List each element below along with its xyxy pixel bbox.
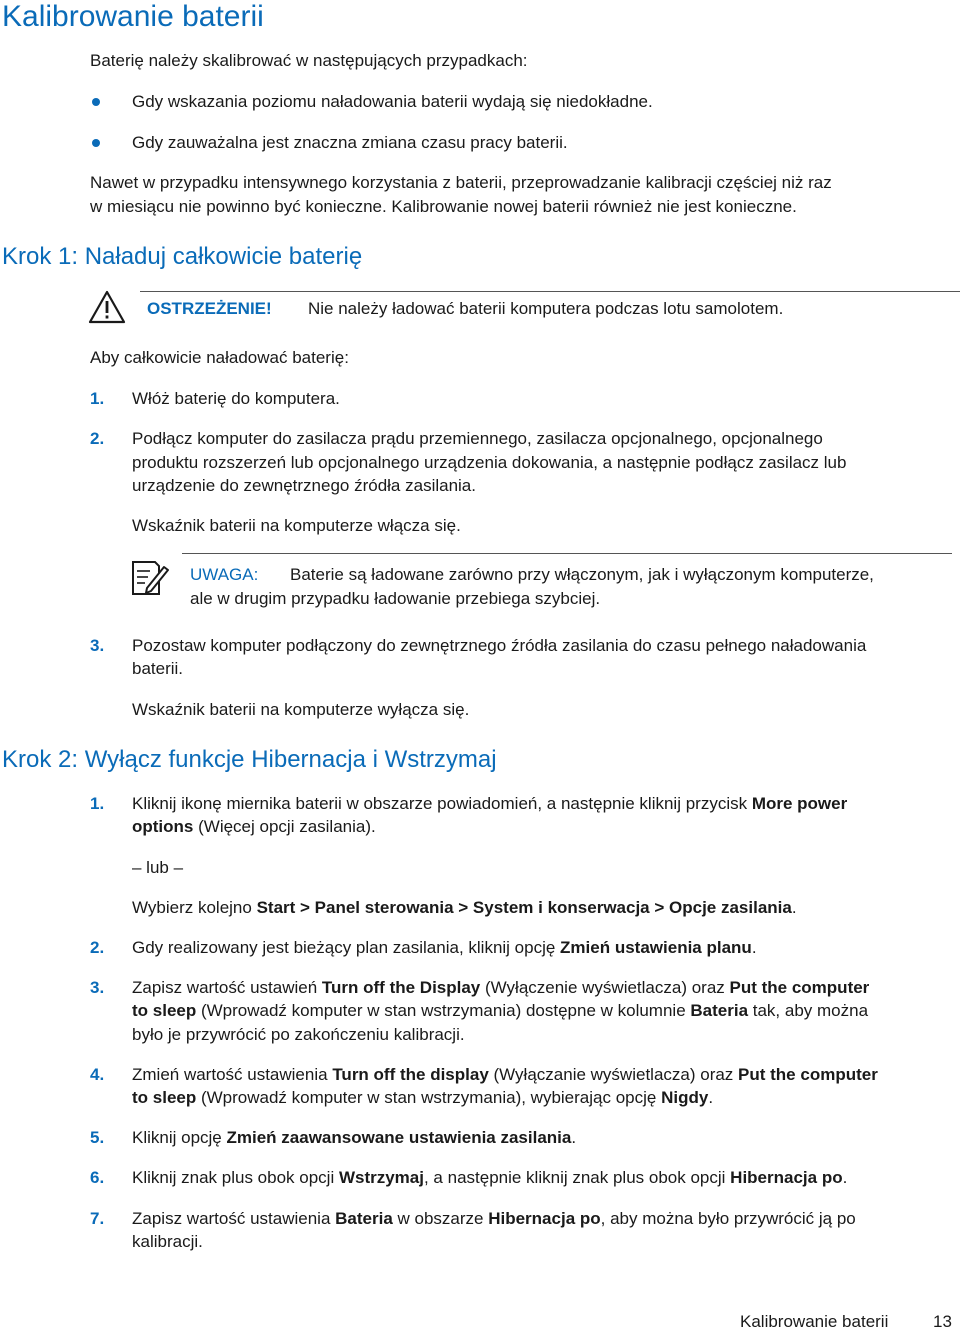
bullet-dot xyxy=(92,98,100,106)
list-number: 3. xyxy=(90,636,105,655)
list-number: 5. xyxy=(90,1128,105,1147)
list-item-line: baterii. xyxy=(132,659,184,678)
bullet-item: Gdy zauważalna jest znaczna zmiana czasu pracy baterii. xyxy=(132,133,568,152)
list-item-sub: Wskaźnik baterii na komputerze włącza się. xyxy=(132,516,461,535)
list-item-line: kalibracji. xyxy=(132,1232,203,1251)
bullet-item: Gdy wskazania poziomu naładowania baterii wydają się niedokładne. xyxy=(132,92,653,111)
intro-text: Baterię należy skalibrować w następujących przypadkach: xyxy=(90,51,528,70)
list-item-line: to sleep (Wprowadź komputer w stan wstrzymania), wybierając opcję Nigdy. xyxy=(132,1088,714,1107)
list-item-line: options (Więcej opcji zasilania). xyxy=(132,817,376,836)
list-item-line: Podłącz komputer do zasilacza prądu przemiennego, zasilacza opcjonalnego, opcjonalnego xyxy=(132,429,823,448)
list-number: 1. xyxy=(90,794,105,813)
list-item-line: Pozostaw komputer podłączony do zewnętrznego źródła zasilania do czasu pełnego naładowania xyxy=(132,636,867,655)
warning-triangle-icon xyxy=(88,290,126,324)
footer-section-title: Kalibrowanie baterii xyxy=(740,1312,889,1331)
list-number: 6. xyxy=(90,1168,105,1187)
note-text-line: Baterie są ładowane zarówno przy włączonym, jak i wyłączonym komputerze, xyxy=(290,565,874,584)
list-item-line: Zapisz wartość ustawienia Bateria w obszarze Hibernacja po, aby można było przywrócić ją po xyxy=(132,1209,856,1228)
list-item: Włóż baterię do komputera. xyxy=(132,389,340,408)
section-heading-step2: Krok 2: Wyłącz funkcje Hibernacja i Wstrzymaj xyxy=(2,746,497,773)
bullet-dot xyxy=(92,139,100,147)
list-number: 7. xyxy=(90,1209,105,1228)
list-item-line: Kliknij opcję Zmień zaawansowane ustawienia zasilania. xyxy=(132,1128,577,1147)
page-title: Kalibrowanie baterii xyxy=(2,0,264,33)
list-item-line: urządzenie do zewnętrznego źródła zasilania. xyxy=(132,476,476,495)
list-number: 2. xyxy=(90,938,105,957)
note-rule xyxy=(182,553,952,554)
note-pencil-icon xyxy=(130,558,170,598)
list-item-line: Kliknij ikonę miernika baterii w obszarze powiadomień, a następnie kliknij przycisk More power xyxy=(132,794,848,813)
list-item-line: Gdy realizowany jest bieżący plan zasilania, kliknij opcję Zmień ustawienia planu. xyxy=(132,938,757,957)
warning-rule xyxy=(140,291,960,292)
warning-label: OSTRZEŻENIE! xyxy=(147,299,272,318)
list-number: 1. xyxy=(90,389,105,408)
note-label: UWAGA: xyxy=(190,565,259,584)
list-item-line: Kliknij znak plus obok opcji Wstrzymaj, a następnie kliknij znak plus obok opcji Hibernacja po. xyxy=(132,1168,848,1187)
footer-page-number: 13 xyxy=(933,1312,952,1331)
paragraph-line: Nawet w przypadku intensywnego korzystania z baterii, przeprowadzanie kalibracji częściej niż raz xyxy=(90,173,832,192)
list-number: 3. xyxy=(90,978,105,997)
list-item-line: to sleep (Wprowadź komputer w stan wstrzymania) dostępne w kolumnie Bateria tak, aby można xyxy=(132,1001,869,1020)
paragraph-line: w miesiącu nie powinno być konieczne. Kalibrowanie nowej baterii również nie jest konieczne. xyxy=(90,197,797,216)
alt-instruction: Wybierz kolejno Start > Panel sterowania > System i konserwacja > Opcje zasilania. xyxy=(132,898,797,917)
section-heading-step1: Krok 1: Naładuj całkowicie baterię xyxy=(2,243,363,270)
list-item-line: było je przywrócić po zakończeniu kalibracji. xyxy=(132,1025,465,1044)
list-number: 2. xyxy=(90,429,105,448)
step1-lead: Aby całkowicie naładować baterię: xyxy=(90,348,349,367)
note-text-line: ale w drugim przypadku ładowanie przebiega szybciej. xyxy=(190,589,601,608)
warning-text: Nie należy ładować baterii komputera podczas lotu samolotem. xyxy=(308,299,784,318)
or-separator: – lub – xyxy=(132,858,184,877)
list-item-sub: Wskaźnik baterii na komputerze wyłącza się. xyxy=(132,700,470,719)
list-number: 4. xyxy=(90,1065,105,1084)
list-item-line: Zapisz wartość ustawień Turn off the Display (Wyłączenie wyświetlacza) oraz Put the computer xyxy=(132,978,870,997)
list-item-line: produktu rozszerzeń lub opcjonalnego urządzenia dokowania, a następnie podłącz zasilacz lub xyxy=(132,453,847,472)
list-item-line: Zmień wartość ustawienia Turn off the display (Wyłączanie wyświetlacza) oraz Put the computer xyxy=(132,1065,878,1084)
